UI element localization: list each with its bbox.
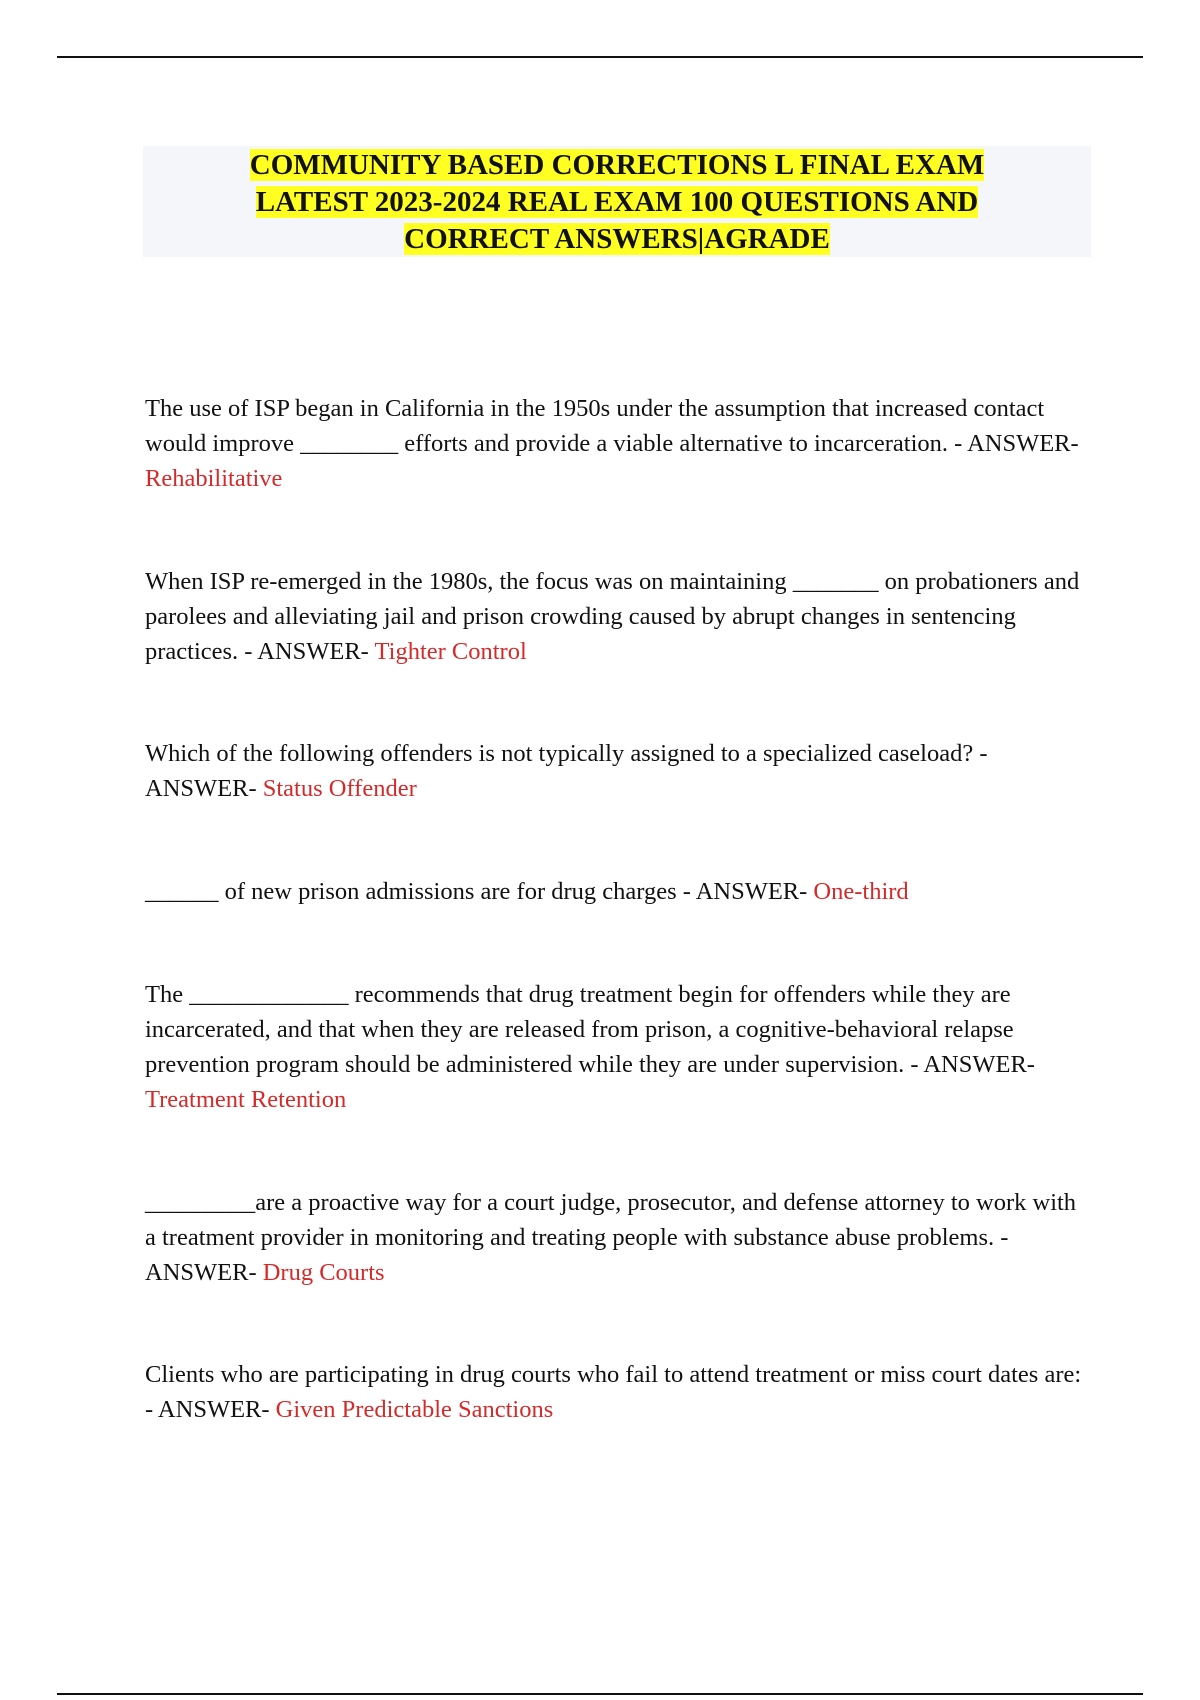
question-item-7	[145, 1357, 1090, 1427]
question-item-6	[145, 1185, 1090, 1290]
bottom-rule	[57, 1693, 1143, 1695]
answer-text: Treatment Retention	[145, 1086, 347, 1113]
question-item-2	[145, 564, 1090, 669]
answer-text: Tighter Control	[374, 638, 527, 665]
question-item-4	[145, 874, 1090, 909]
question-item-1	[145, 391, 1090, 496]
question-text: _________are a proactive way for a court judge, prosecutor, and defense attorney to work with a treatment provider in monitoring and treating people with substance abuse problems. - ANSWER-	[145, 1189, 1077, 1286]
title-line-2: LATEST 2023-2024 REAL EXAM 100 QUESTIONS AND	[255, 186, 979, 218]
question-text: When ISP re-emerged in the 1980s, the focus was on maintaining _______ on probationers and parolees and alleviating jail and prison crowding caused by abrupt changes in sentencing practices. - ANSWER-	[145, 568, 1080, 665]
answer-text: One-third	[813, 878, 909, 905]
answer-text: Rehabilitative	[145, 465, 283, 492]
question-item-5	[145, 977, 1090, 1117]
top-rule	[57, 56, 1143, 58]
answer-text: Given Predictable Sanctions	[275, 1396, 554, 1423]
question-text: The use of ISP began in California in the 1950s under the assumption that increased contact would improve ________ efforts and provide a viable alternative to incarceration. - ANSWER-	[145, 395, 1079, 457]
question-item-3	[145, 736, 1090, 806]
question-text: ______ of new prison admissions are for drug charges - ANSWER-	[145, 878, 814, 905]
answer-text: Status Offender	[262, 775, 417, 802]
question-text: Clients who are participating in drug courts who fail to attend treatment or miss court dates are: - ANSWER-	[145, 1361, 1082, 1423]
answer-text: Drug Courts	[262, 1259, 385, 1286]
document-title	[143, 146, 1091, 257]
question-text: The _____________ recommends that drug treatment begin for offenders while they are incarcerated, and that when they are released from prison, a cognitive-behavioral relapse prevention program should be administered while they are under supervision. - ANSWER-	[145, 981, 1035, 1078]
title-line-3: CORRECT ANSWERS|AGRADE	[404, 223, 830, 255]
question-text: Which of the following offenders is not typically assigned to a specialized caseload? - ANSWER-	[145, 740, 988, 802]
title-line-1: COMMUNITY BASED CORRECTIONS L FINAL EXAM	[249, 149, 985, 181]
